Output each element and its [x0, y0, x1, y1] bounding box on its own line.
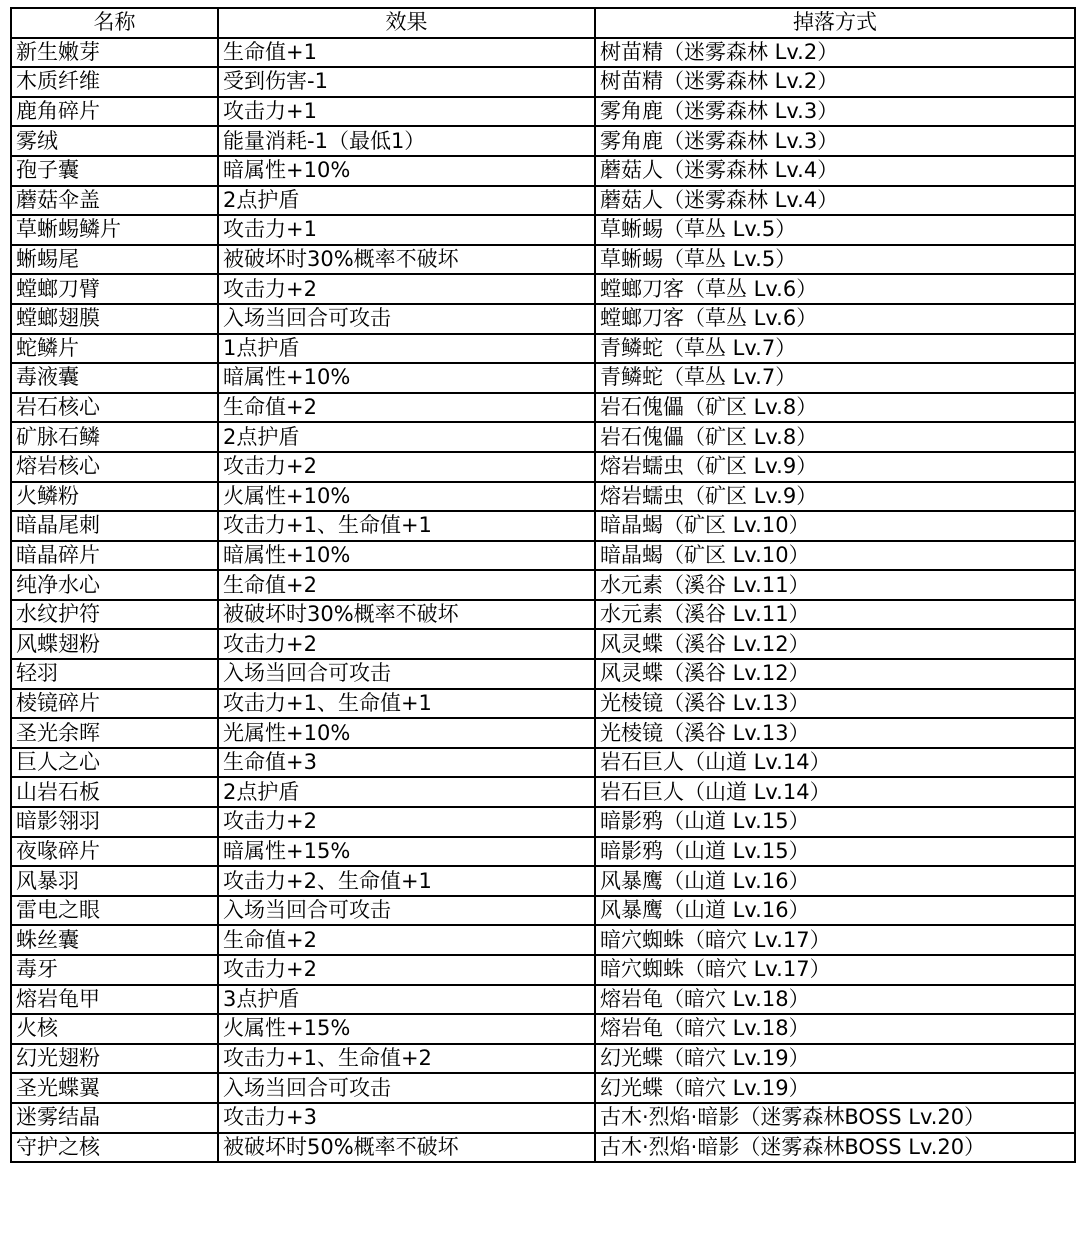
item-name-cell: 水纹护符	[11, 600, 218, 630]
item-effect-cell: 暗属性+15%	[218, 837, 595, 867]
item-effect-cell: 生命值+2	[218, 570, 595, 600]
item-name-cell: 熔岩龟甲	[11, 985, 218, 1015]
table-row	[11, 896, 1075, 926]
table-row	[11, 807, 1075, 837]
item-effect-cell: 入场当回合可攻击	[218, 659, 595, 689]
item-effect-cell: 攻击力+1、生命值+2	[218, 1044, 595, 1074]
item-name-cell: 纯净水心	[11, 570, 218, 600]
item-drop-cell: 暗晶蝎（矿区 Lv.10）	[595, 511, 1075, 541]
item-effect-cell: 入场当回合可攻击	[218, 1073, 595, 1103]
item-effect-cell: 攻击力+2	[218, 807, 595, 837]
table-row	[11, 748, 1075, 778]
item-drop-cell: 古木·烈焰·暗影（迷雾森林BOSS Lv.20）	[595, 1103, 1075, 1133]
table-row	[11, 304, 1075, 334]
item-effect-cell: 1点护盾	[218, 334, 595, 364]
item-drop-cell: 熔岩蠕虫（矿区 Lv.9）	[595, 482, 1075, 512]
item-drop-cell: 暗穴蜘蛛（暗穴 Lv.17）	[595, 955, 1075, 985]
item-name-cell: 巨人之心	[11, 748, 218, 778]
item-name-cell: 蘑菇伞盖	[11, 186, 218, 216]
table-row	[11, 541, 1075, 571]
item-drop-cell: 熔岩蠕虫（矿区 Lv.9）	[595, 452, 1075, 482]
item-drop-cell: 岩石巨人（山道 Lv.14）	[595, 777, 1075, 807]
item-drop-cell: 水元素（溪谷 Lv.11）	[595, 600, 1075, 630]
item-effect-cell: 攻击力+1	[218, 215, 595, 245]
header-row	[11, 8, 1075, 38]
item-drop-cell: 蘑菇人（迷雾森林 Lv.4）	[595, 186, 1075, 216]
item-effect-cell: 生命值+2	[218, 925, 595, 955]
table-row	[11, 955, 1075, 985]
item-name-cell: 火鳞粉	[11, 482, 218, 512]
header-drop-method: 掉落方式	[595, 8, 1075, 38]
table-row	[11, 866, 1075, 896]
item-effect-cell: 被破坏时30%概率不破坏	[218, 245, 595, 275]
item-name-cell: 熔岩核心	[11, 452, 218, 482]
item-name-cell: 棱镜碎片	[11, 689, 218, 719]
table-body	[11, 38, 1075, 1163]
item-effect-cell: 攻击力+2	[218, 452, 595, 482]
item-effect-cell: 受到伤害-1	[218, 67, 595, 97]
item-drop-cell: 光棱镜（溪谷 Lv.13）	[595, 718, 1075, 748]
item-name-cell: 圣光余晖	[11, 718, 218, 748]
table-row	[11, 334, 1075, 364]
item-drop-cell: 暗影鸦（山道 Lv.15）	[595, 807, 1075, 837]
item-effect-cell: 攻击力+2、生命值+1	[218, 866, 595, 896]
item-drop-cell: 树苗精（迷雾森林 Lv.2）	[595, 67, 1075, 97]
item-effect-cell: 被破坏时30%概率不破坏	[218, 600, 595, 630]
item-effect-cell: 攻击力+2	[218, 274, 595, 304]
item-name-cell: 火核	[11, 1014, 218, 1044]
item-effect-cell: 攻击力+1、生命值+1	[218, 511, 595, 541]
table-row	[11, 393, 1075, 423]
item-drop-cell: 暗穴蜘蛛（暗穴 Lv.17）	[595, 925, 1075, 955]
item-name-cell: 螳螂翅膜	[11, 304, 218, 334]
item-effect-cell: 攻击力+2	[218, 955, 595, 985]
item-effect-cell: 暗属性+10%	[218, 363, 595, 393]
item-name-cell: 蜥蜴尾	[11, 245, 218, 275]
item-effect-cell: 被破坏时50%概率不破坏	[218, 1133, 595, 1163]
item-effect-cell: 暗属性+10%	[218, 156, 595, 186]
item-effect-cell: 攻击力+2	[218, 629, 595, 659]
item-name-cell: 守护之核	[11, 1133, 218, 1163]
item-drop-cell: 螳螂刀客（草丛 Lv.6）	[595, 274, 1075, 304]
item-name-cell: 暗晶碎片	[11, 541, 218, 571]
item-effect-cell: 入场当回合可攻击	[218, 896, 595, 926]
item-effect-cell: 入场当回合可攻击	[218, 304, 595, 334]
table-row	[11, 186, 1075, 216]
item-effect-cell: 攻击力+1	[218, 97, 595, 127]
table-row	[11, 837, 1075, 867]
item-drop-cell: 岩石傀儡（矿区 Lv.8）	[595, 422, 1075, 452]
table-row	[11, 985, 1075, 1015]
table-row	[11, 482, 1075, 512]
item-drop-cell: 光棱镜（溪谷 Lv.13）	[595, 689, 1075, 719]
table-row	[11, 97, 1075, 127]
item-drop-cell: 树苗精（迷雾森林 Lv.2）	[595, 38, 1075, 68]
item-name-cell: 暗影翎羽	[11, 807, 218, 837]
table-row	[11, 659, 1075, 689]
item-name-cell: 雷电之眼	[11, 896, 218, 926]
item-drop-cell: 草蜥蜴（草丛 Lv.5）	[595, 245, 1075, 275]
item-drop-cell: 雾角鹿（迷雾森林 Lv.3）	[595, 126, 1075, 156]
item-name-cell: 雾绒	[11, 126, 218, 156]
table-row	[11, 1044, 1075, 1074]
item-name-cell: 鹿角碎片	[11, 97, 218, 127]
table-row	[11, 215, 1075, 245]
item-drop-cell: 幻光蝶（暗穴 Lv.19）	[595, 1073, 1075, 1103]
header-name: 名称	[11, 8, 218, 38]
item-drop-cell: 古木·烈焰·暗影（迷雾森林BOSS Lv.20）	[595, 1133, 1075, 1163]
item-effect-cell: 攻击力+1、生命值+1	[218, 689, 595, 719]
item-name-cell: 蛇鳞片	[11, 334, 218, 364]
table-row	[11, 363, 1075, 393]
item-effect-cell: 暗属性+10%	[218, 541, 595, 571]
table-row	[11, 452, 1075, 482]
table-row	[11, 570, 1075, 600]
table-row	[11, 1133, 1075, 1163]
table-row	[11, 689, 1075, 719]
item-drop-cell: 雾角鹿（迷雾森林 Lv.3）	[595, 97, 1075, 127]
table-row	[11, 629, 1075, 659]
table-row	[11, 67, 1075, 97]
item-name-cell: 螳螂刀臂	[11, 274, 218, 304]
table-row	[11, 422, 1075, 452]
item-drop-cell: 青鳞蛇（草丛 Lv.7）	[595, 363, 1075, 393]
item-effect-cell: 光属性+10%	[218, 718, 595, 748]
item-name-cell: 风蝶翅粉	[11, 629, 218, 659]
item-name-cell: 岩石核心	[11, 393, 218, 423]
item-drop-cell: 岩石傀儡（矿区 Lv.8）	[595, 393, 1075, 423]
table-row	[11, 511, 1075, 541]
item-drop-cell: 熔岩龟（暗穴 Lv.18）	[595, 985, 1075, 1015]
table-row	[11, 245, 1075, 275]
item-effect-cell: 生命值+1	[218, 38, 595, 68]
table-row	[11, 1073, 1075, 1103]
table-row	[11, 1014, 1075, 1044]
table-row	[11, 38, 1075, 68]
item-name-cell: 毒液囊	[11, 363, 218, 393]
drop-table-sheet	[10, 7, 1076, 1163]
item-name-cell: 迷雾结晶	[11, 1103, 218, 1133]
item-name-cell: 风暴羽	[11, 866, 218, 896]
item-name-cell: 草蜥蜴鳞片	[11, 215, 218, 245]
item-name-cell: 蛛丝囊	[11, 925, 218, 955]
table-row	[11, 718, 1075, 748]
item-drop-cell: 风灵蝶（溪谷 Lv.12）	[595, 629, 1075, 659]
item-effect-cell: 生命值+2	[218, 393, 595, 423]
item-effect-cell: 2点护盾	[218, 777, 595, 807]
item-effect-cell: 能量消耗-1（最低1）	[218, 126, 595, 156]
item-effect-cell: 生命值+3	[218, 748, 595, 778]
item-drop-cell: 蘑菇人（迷雾森林 Lv.4）	[595, 156, 1075, 186]
table-row	[11, 274, 1075, 304]
table-row	[11, 777, 1075, 807]
table-row	[11, 600, 1075, 630]
item-drop-table	[10, 7, 1076, 1163]
item-drop-cell: 暗影鸦（山道 Lv.15）	[595, 837, 1075, 867]
item-effect-cell: 2点护盾	[218, 186, 595, 216]
item-name-cell: 暗晶尾刺	[11, 511, 218, 541]
table-row	[11, 156, 1075, 186]
item-effect-cell: 3点护盾	[218, 985, 595, 1015]
item-name-cell: 夜喙碎片	[11, 837, 218, 867]
item-name-cell: 幻光翅粉	[11, 1044, 218, 1074]
item-name-cell: 矿脉石鳞	[11, 422, 218, 452]
item-drop-cell: 青鳞蛇（草丛 Lv.7）	[595, 334, 1075, 364]
item-name-cell: 圣光蝶翼	[11, 1073, 218, 1103]
item-drop-cell: 风灵蝶（溪谷 Lv.12）	[595, 659, 1075, 689]
item-effect-cell: 攻击力+3	[218, 1103, 595, 1133]
item-drop-cell: 草蜥蜴（草丛 Lv.5）	[595, 215, 1075, 245]
table-row	[11, 126, 1075, 156]
item-name-cell: 毒牙	[11, 955, 218, 985]
item-drop-cell: 幻光蝶（暗穴 Lv.19）	[595, 1044, 1075, 1074]
item-drop-cell: 风暴鹰（山道 Lv.16）	[595, 896, 1075, 926]
item-effect-cell: 2点护盾	[218, 422, 595, 452]
item-name-cell: 孢子囊	[11, 156, 218, 186]
item-drop-cell: 水元素（溪谷 Lv.11）	[595, 570, 1075, 600]
table-row	[11, 1103, 1075, 1133]
item-effect-cell: 火属性+10%	[218, 482, 595, 512]
item-drop-cell: 螳螂刀客（草丛 Lv.6）	[595, 304, 1075, 334]
item-name-cell: 山岩石板	[11, 777, 218, 807]
header-effect: 效果	[218, 8, 595, 38]
item-drop-cell: 熔岩龟（暗穴 Lv.18）	[595, 1014, 1075, 1044]
item-drop-cell: 风暴鹰（山道 Lv.16）	[595, 866, 1075, 896]
item-name-cell: 轻羽	[11, 659, 218, 689]
item-name-cell: 新生嫩芽	[11, 38, 218, 68]
item-drop-cell: 岩石巨人（山道 Lv.14）	[595, 748, 1075, 778]
item-effect-cell: 火属性+15%	[218, 1014, 595, 1044]
table-row	[11, 925, 1075, 955]
item-drop-cell: 暗晶蝎（矿区 Lv.10）	[595, 541, 1075, 571]
item-name-cell: 木质纤维	[11, 67, 218, 97]
